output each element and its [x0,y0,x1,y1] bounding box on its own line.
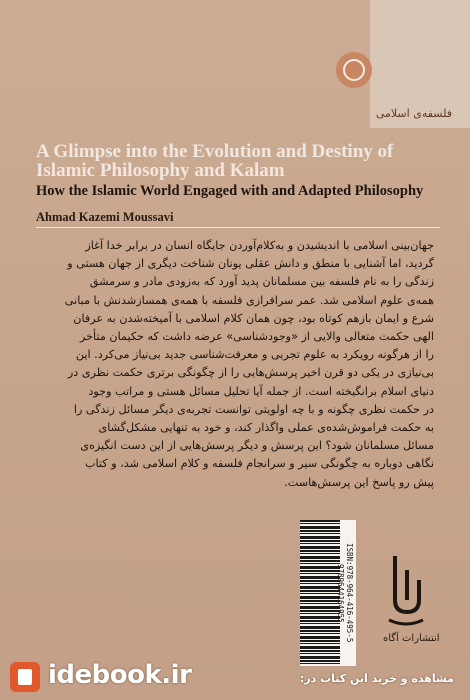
blurb-line: الهی حکمت متعالی والایی از «وجودشناسی» عرضه داشت که حکیمان متأخر [79,330,434,344]
isbn-number: ISBN:978-964-416-495-5 [345,543,354,643]
blurb-line: شرع و ایمان بازهم کوتاه بود، چون همان کلام اسلامی با آمیخته‌شدن به عرفان [73,311,434,325]
barcode-block [300,520,358,666]
blurb-line: به حکمت فراموش‌شده‌ی عملی واگذار کند، و خود به تنهایی مشکل‌گشای [98,421,434,435]
series-label: فلسفه‌ی اسلامی [375,107,452,120]
blurb-line: جهان‌بینی اسلامی با اندیشیدن و به‌کلام‌آوردن جایگاه انسان در برابر خدا آغاز [85,239,434,252]
blurb-line: بی‌نیازی در یکی دو قرن اخیر پرسش‌هایی را از چگونگی برتری حکمت نظری در [67,366,434,380]
watermark-tagline: مشاهده و خرید این کتاب در: [299,672,454,685]
watermark-brand[interactable]: idebook.ir [48,660,192,690]
barcode-icon [300,520,340,666]
blurb-line: گردید، اما آشنایی با منطق و دانش عقلی یونان شناخت دیگری از جهان هستی و [67,257,434,271]
blurb-line: زندگی را به نام فلسفه بین مسلمانان پدید آورد که به‌زودی مادر و سرمشق [89,275,434,289]
blurb-line: مسائل مسلمانان شود؟ این پرسش و دیگر پرسش‌هایی از این دست انگیزه‌ی [80,439,434,453]
publisher-name: انتشارات آگاه [383,633,440,644]
author-name: Ahmad Kazemi Moussavi [36,210,174,224]
series-emblem-ring [343,59,365,81]
isbn-text [336,520,354,666]
blurb-line: پیش رو پاسخ این پرسش‌هاست. [284,475,434,489]
blurb-line: دنیای اسلام برانگیخته است. از جمله آیا تحلیل مسائل هستی و مراتب وجود [88,384,434,398]
publisher-logo-icon [385,550,427,630]
barcode-digits: 9789644164955 [336,563,345,623]
blurb-line: همه‌ی علوم اسلامی شد. عمر سرافرازی فلسفه با همه‌ی همسازشدنش با مبانی [64,293,434,307]
book-icon [10,662,40,692]
blurb-line: نگاهی دوباره به چگونگی سیر و سرانجام فلسفه و کلام اسلامی شد، و کتاب [85,457,434,471]
title-divider [36,227,440,228]
english-subtitle: How the Islamic World Engaged with and Adapted Philosophy [36,183,424,199]
blurb-line: در حکمت نظری چگونه و با چه اولویتی توانست تجربه‌ی دیگر مسائل زندگی را [73,402,434,416]
blurb-text [30,237,434,492]
english-title: A Glimpse into the Evolution and Destiny of Islamic Philosophy and Kalam [36,141,394,181]
blurb-line: را از هرگونه رویکرد به علوم تجربی و معرفت‌شناسی جدید بی‌نیاز می‌کرد. این [75,348,434,362]
series-emblem-icon [336,52,372,88]
watermark-banner[interactable] [0,652,470,700]
